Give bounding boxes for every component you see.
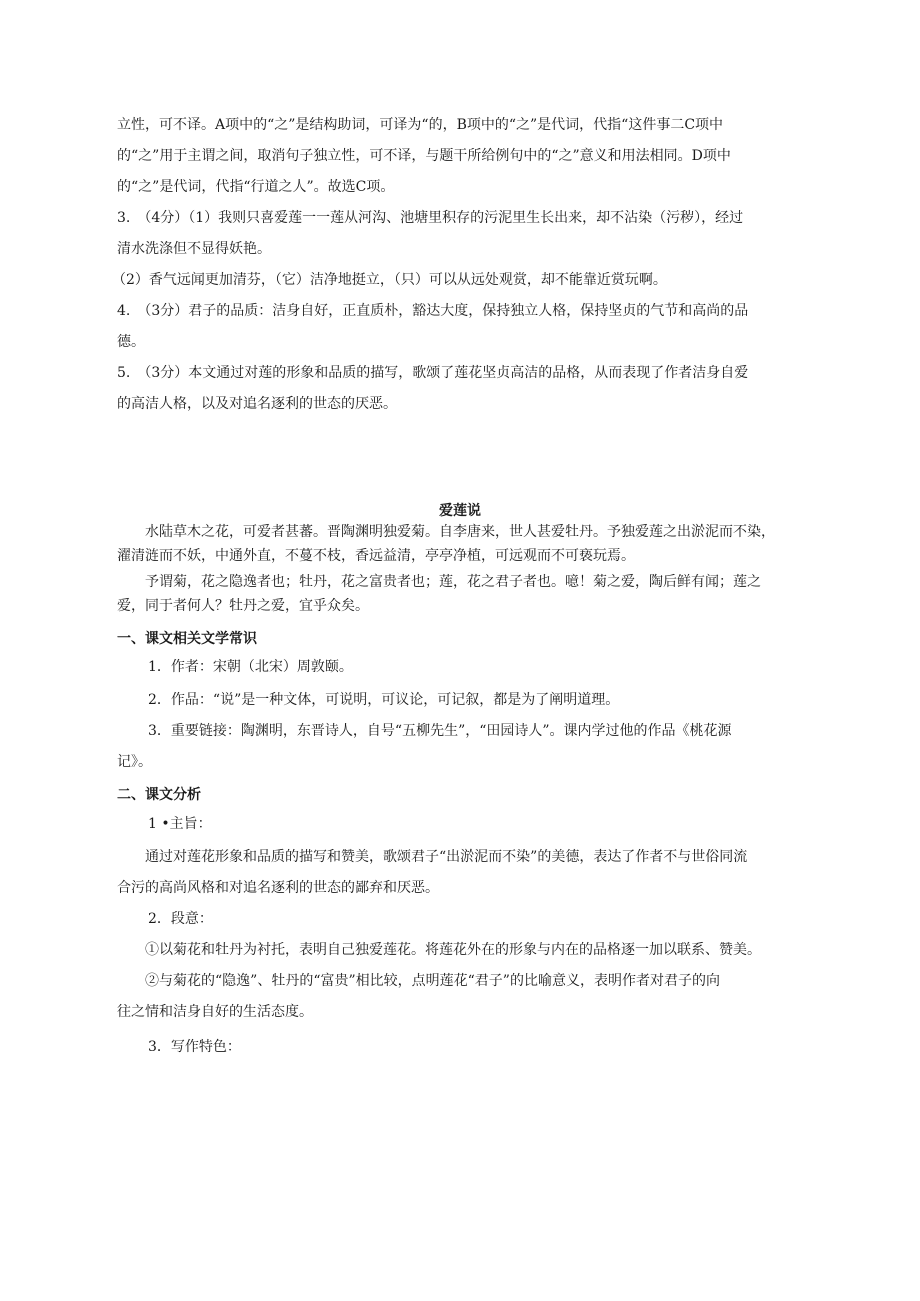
- section1-item-author: 1．作者：宋朝（北宋）周敦颐。: [148, 659, 353, 675]
- answer-q5-line: 5. （3分）本文通过对莲的形象和品质的描写，歌颂了莲花坚贞高洁的品格，从而表现了作者洁身自爱: [117, 365, 749, 381]
- essay-title: 爱莲说: [439, 503, 481, 519]
- explanation-line: 的“之”用于主谓之间，取消句子独立性，可不译，与题干所给例句中的“之”意义和用法相同。D项中: [117, 148, 731, 164]
- answer-q3-part2: （2）香气远闻更加清芬，（它）洁净地挺立，（只）可以从远处观赏，却不能靠近赏玩啊。: [112, 272, 667, 288]
- essay-paragraph-2: 予谓菊，花之隐逸者也；牡丹，花之富贵者也；莲，花之君子者也。噫！菊之爱，陶后鲜有闻；莲之 爱，同于者何人？牡丹之爱，宜乎众矣。: [117, 574, 761, 614]
- section2-paragraph-item-1: ①以菊花和牡丹为衬托，表明自己独爱莲花。将莲花外在的形象与内在的品格逐一加以联系、赞美。: [145, 942, 761, 958]
- section2-theme-label: 1 •主旨：: [148, 816, 212, 832]
- section-heading-text-analysis: 二、课文分析: [117, 787, 201, 803]
- answer-q5-line: 的高洁人格，以及对追名逐利的世态的厌恶。: [117, 396, 397, 412]
- section2-paragraph-label: 2．段意：: [148, 911, 213, 927]
- explanation-line: 立性，可不译。A项中的“之”是结构助词，可译为“的，B项中的“之”是代词，代指“这件事二C项中: [117, 117, 724, 133]
- essay-paragraph-1: 水陆草木之花，可爱者甚蕃。晋陶渊明独爱菊。自李唐来，世人甚爱牡丹。予独爱莲之出淤泥而不染， 濯清涟而不妖，中通外直，不蔓不枝，香远益清，亭亭净植，可远观而不可亵玩焉。: [117, 524, 775, 564]
- section2-paragraph-item-2: ②与菊花的“隐逸”、牡丹的“富贵”相比较，点明莲花“君子”的比喻意义，表明作者对君子的向 往之情和洁身自好的生活态度。: [117, 973, 720, 1020]
- answer-explanation: [117, 110, 837, 203]
- section-heading-literary-knowledge: 一、课文相关文学常识: [117, 631, 257, 647]
- answer-q4-line: 4. （3分）君子的品质：洁身自好，正直质朴，豁达大度，保持独立人格，保持坚贞的气节和高尚的品: [117, 303, 749, 319]
- section2-theme-text: 通过对莲花形象和品质的描写和赞美，歌颂君子“出淤泥而不染”的美德，表达了作者不与世俗同流 合污的高尚风格和对追名逐利的世态的鄙弃和厌恶。: [117, 849, 748, 896]
- section1-item-work: 2．作品：“说”是一种文体，可说明，可议论，可记叙，都是为了阐明道理。: [148, 692, 620, 708]
- answer-q4-line: 德。: [117, 334, 145, 350]
- section1-item-link: 3．重要链接：陶渊明，东晋诗人，自号“五柳先生”，“田园诗人”。课内学过他的作品《桃花源 记》。: [117, 723, 732, 770]
- section2-writing-label: 3．写作特色：: [148, 1039, 241, 1055]
- answer-q3-line: 3. （4分）（1）我则只喜爱莲一一莲从河沟、池塘里积存的污泥里生长出来，却不沾染（污秽），经过: [117, 210, 744, 226]
- answer-q5: [117, 358, 837, 420]
- answer-q4: [117, 296, 837, 358]
- answer-q3: [117, 203, 837, 265]
- answer-q3-line: 清水洗涤但不显得妖艳。: [117, 241, 271, 257]
- explanation-line: 的“之”是代词，代指“行道之人”。故选C项。: [117, 179, 395, 195]
